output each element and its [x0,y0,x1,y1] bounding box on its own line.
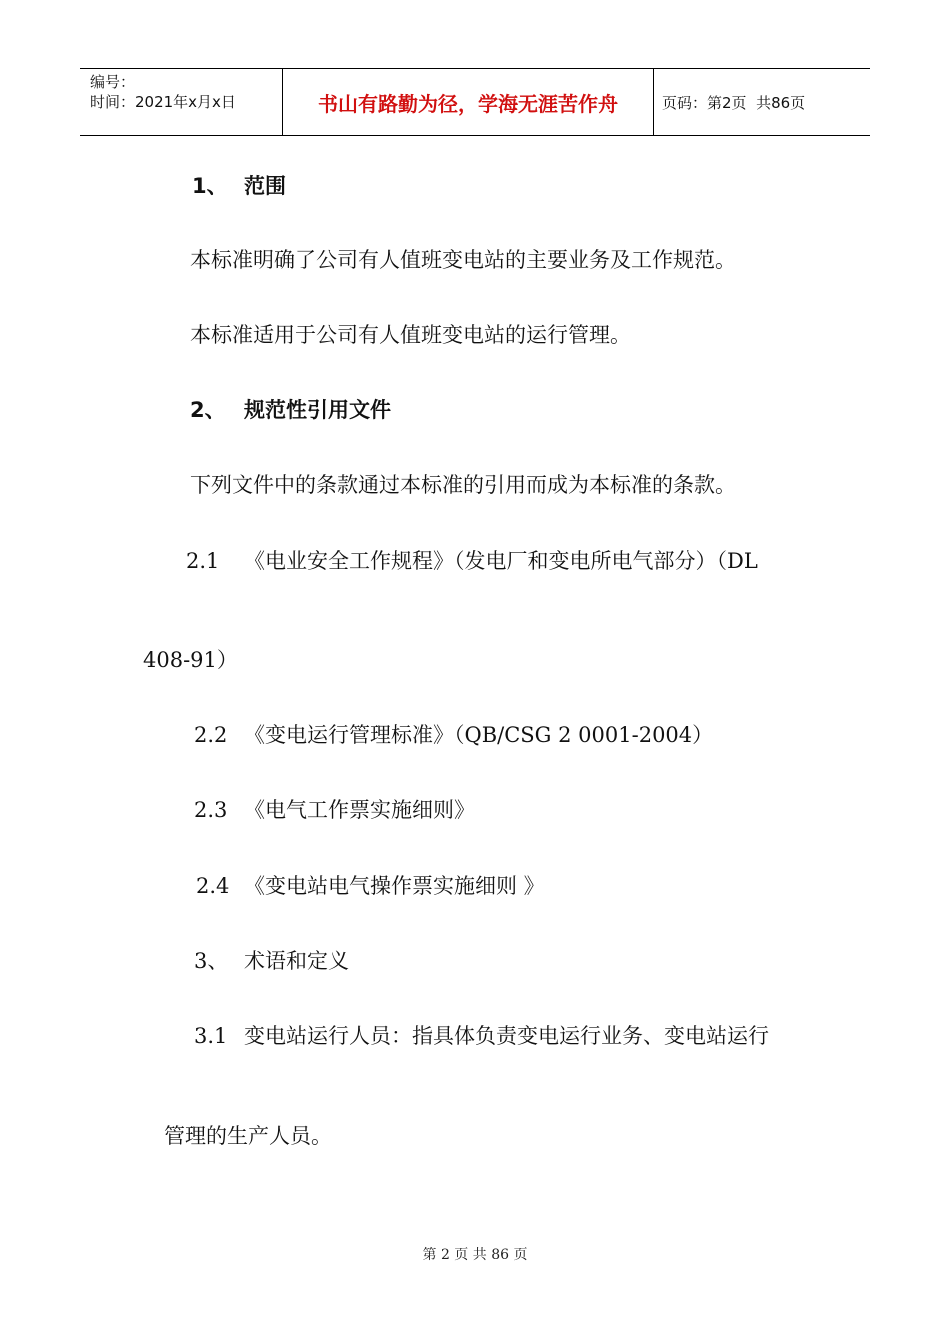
section-2-heading [190,396,391,424]
definition-3-1-text: 变电站运行人员：指具体负责变电运行业务、变电站运行 [244,1024,769,1048]
section-2-title: 规范性引用文件 [244,398,391,422]
reference-2-1-text: 《电业安全工作规程》（发电厂和变电所电气部分）（DL [244,549,758,573]
reference-2-2-number: 2.2 [194,723,228,747]
section-2-number: 2、 [190,398,226,422]
reference-2-3-number: 2.3 [194,798,228,822]
definition-3-1 [194,1022,769,1050]
reference-2-2-text: 《变电运行管理标准》（QB/CSG 2 0001-2004） [244,723,714,747]
header-motto: 书山有路勤为径，学海无涯苦作舟 [282,69,654,135]
reference-2-4-number: 2.4 [196,874,230,898]
paragraph-references-intro: 下列文件中的条款通过本标准的引用而成为本标准的条款。 [190,473,736,497]
reference-2-4-text: 《变电站电气操作票实施细则 》 [244,874,545,898]
reference-2-1 [186,547,758,575]
document-time-label: 时间：2021年x月x日 [90,93,236,111]
page-header [80,68,870,136]
reference-2-1-number: 2.1 [186,549,220,573]
section-1-number: 1、 [192,174,228,198]
header-page-label: 页码：第2页 共86页 [662,93,806,112]
reference-2-3-text: 《电气工作票实施细则》 [244,798,475,822]
reference-2-2 [194,721,713,749]
section-1-title: 范围 [244,174,286,198]
page-footer: 第 2 页 共 86 页 [422,1247,528,1263]
document-number-label: 编号： [90,73,136,91]
section-3-title: 术语和定义 [244,949,349,973]
section-3-heading [194,947,349,975]
definition-3-1-continuation: 管理的生产人员。 [164,1124,332,1148]
paragraph-scope-2: 本标准适用于公司有人值班变电站的运行管理。 [190,323,631,347]
definition-3-1-number: 3.1 [194,1024,228,1048]
header-page-info [654,69,870,135]
section-3-number: 3、 [194,949,229,973]
reference-2-3 [194,796,475,824]
section-1-heading [192,172,286,200]
header-meta [80,69,282,135]
paragraph-scope-1: 本标准明确了公司有人值班变电站的主要业务及工作规范。 [190,248,736,272]
reference-2-1-continuation: 408-91） [143,648,238,672]
reference-2-4 [196,872,545,900]
